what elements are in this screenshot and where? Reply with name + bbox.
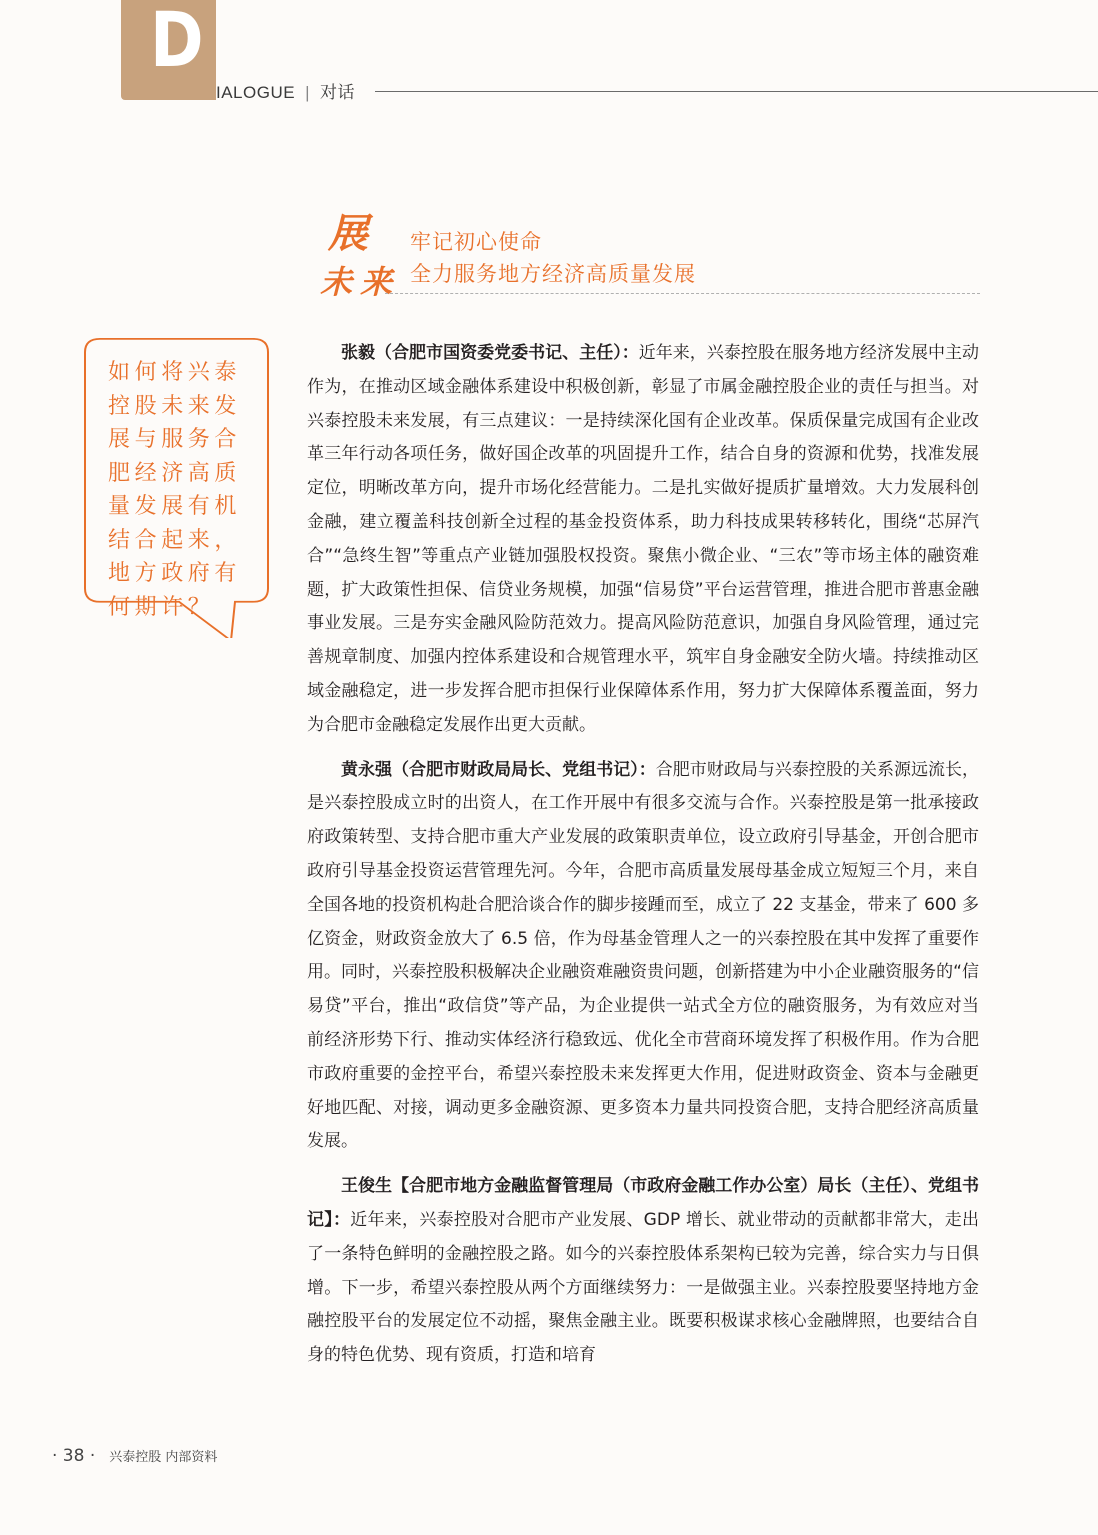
paragraph-text: 合肥市财政局与兴泰控股的关系源远流长，是兴泰控股成立时的出资人，在工作开展中有很多交流与合作。兴泰控股是第一批承接政府政策转型、支持合肥市重大产业发展的政策职责单位，设立政府引导基金，开创合肥市政府引导基金投资运营管理先河。今年，合肥市高质量发展母基金成立短短三个月，来自全国各地的投资机构赴合肥洽谈合作的脚步接踵而至，成立了 22 支基金，带来了 600 多亿资金，财政资金放大了 6.5 倍，作为母基金管理人之一的兴泰控股在其中发挥了重要作用。同时，兴泰控股积极解决企业融资难融资贵问题，创新搭建为中小企业融资服务的“信易贷”平台，推出“政信贷”等产品，为企业提供一站式全方位的融资服务，为有效应对当前经济形势下行、推动实体经济行稳致远、优化全市营商环境发挥了积极作用。作为合肥市政府重要的金控平台，希望兴泰控股未来发挥更大作用，促进财政资金、资本与金融更好地匹配、对接，调动更多金融资源、更多资本力量共同投资合肥，支持合肥经济高质量发展。: [307, 759, 980, 1152]
section-rule: [385, 293, 980, 294]
section-title-line1: 牢记初心使命: [410, 230, 542, 254]
section-title-line2: 全力服务地方经济高质量发展: [410, 262, 696, 286]
header-rule: [375, 91, 1098, 92]
speaker-name: 王俊生【合肥市地方金融监督管理局（市政府金融工作办公室）局长（主任）、党组书记】：: [307, 1176, 979, 1230]
header-label: [216, 78, 355, 103]
page-number: · 38 ·: [52, 1446, 96, 1466]
speaker-name: 黄永强（合肥市财政局局长、党组书记）：: [341, 759, 656, 780]
speaker-name: 张毅（合肥市国资委党委书记、主任）：: [341, 343, 639, 363]
header-letter: D: [150, 0, 204, 84]
paragraph-2: [307, 754, 979, 1160]
header-label-cn: 对话: [320, 83, 356, 102]
calligraphy-title: [320, 205, 400, 305]
header-separator: |: [305, 83, 311, 102]
paragraph-text: 近年来，兴泰控股在服务地方经济发展中主动作为，在推动区域金融体系建设中积极创新，彰显了市属金融控股企业的责任与担当。对兴泰控股未来发展，有三点建议：一是持续深化国有企业改革。保质保量完成国有企业改革三年行动各项任务，做好国企改革的巩固提升工作，结合自身的资源和优势，找准发展定位，明晰改革方向，提升市场化经营能力。二是扎实做好提质扩量增效。大力发展科创金融，建立覆盖科技创新全过程的基金投资体系，助力科技成果转移转化，围绕“芯屏汽合”“急终生智”等重点产业链加强股权投资。聚焦小微企业、“三农”等市场主体的融资难题，扩大政策性担保、信贷业务规模，加强“信易贷”平台运营管理，推进合肥市普惠金融事业发展。三是夯实金融风险防范效力。提高风险防范意识，加强自身风险管理，通过完善规章制度、加强内控体系建设和合规管理水平，筑牢自身金融安全防火墙。持续推动区域金融稳定，进一步发挥合肥市担保行业保障体系作用，努力扩大保障体系覆盖面，努力为合肥市金融稳定发展作出更大贡献。: [307, 343, 980, 735]
publication-name: 兴泰控股 内部资料: [109, 1450, 218, 1465]
calligraphy-char-1: 展: [328, 210, 368, 257]
article-body: [307, 337, 979, 1384]
header-label-en: IALOGUE: [216, 83, 296, 102]
paragraph-3: [307, 1170, 979, 1373]
paragraph-1: [307, 337, 979, 743]
paragraph-text: 近年来，兴泰控股对合肥市产业发展、GDP 增长、就业带动的贡献都非常大，走出了一条特色鲜明的金融控股之路。如今的兴泰控股体系架构已较为完善，综合实力与日俱增。下一步，希望兴泰控股从两个方面继续努力：一是做强主业。兴泰控股要坚持地方金融控股平台的发展定位不动摇，聚焦金融主业。既要积极谋求核心金融牌照，也要结合自身的特色优势、现有资质，打造和培育: [307, 1209, 980, 1366]
calligraphy-chars-2: 未来: [320, 263, 392, 301]
page-footer: [52, 1446, 217, 1466]
question-text: 如何将兴泰控股未来发展与服务合肥经济高质量发展有机结合起来，地方政府有何期许？: [108, 360, 242, 620]
